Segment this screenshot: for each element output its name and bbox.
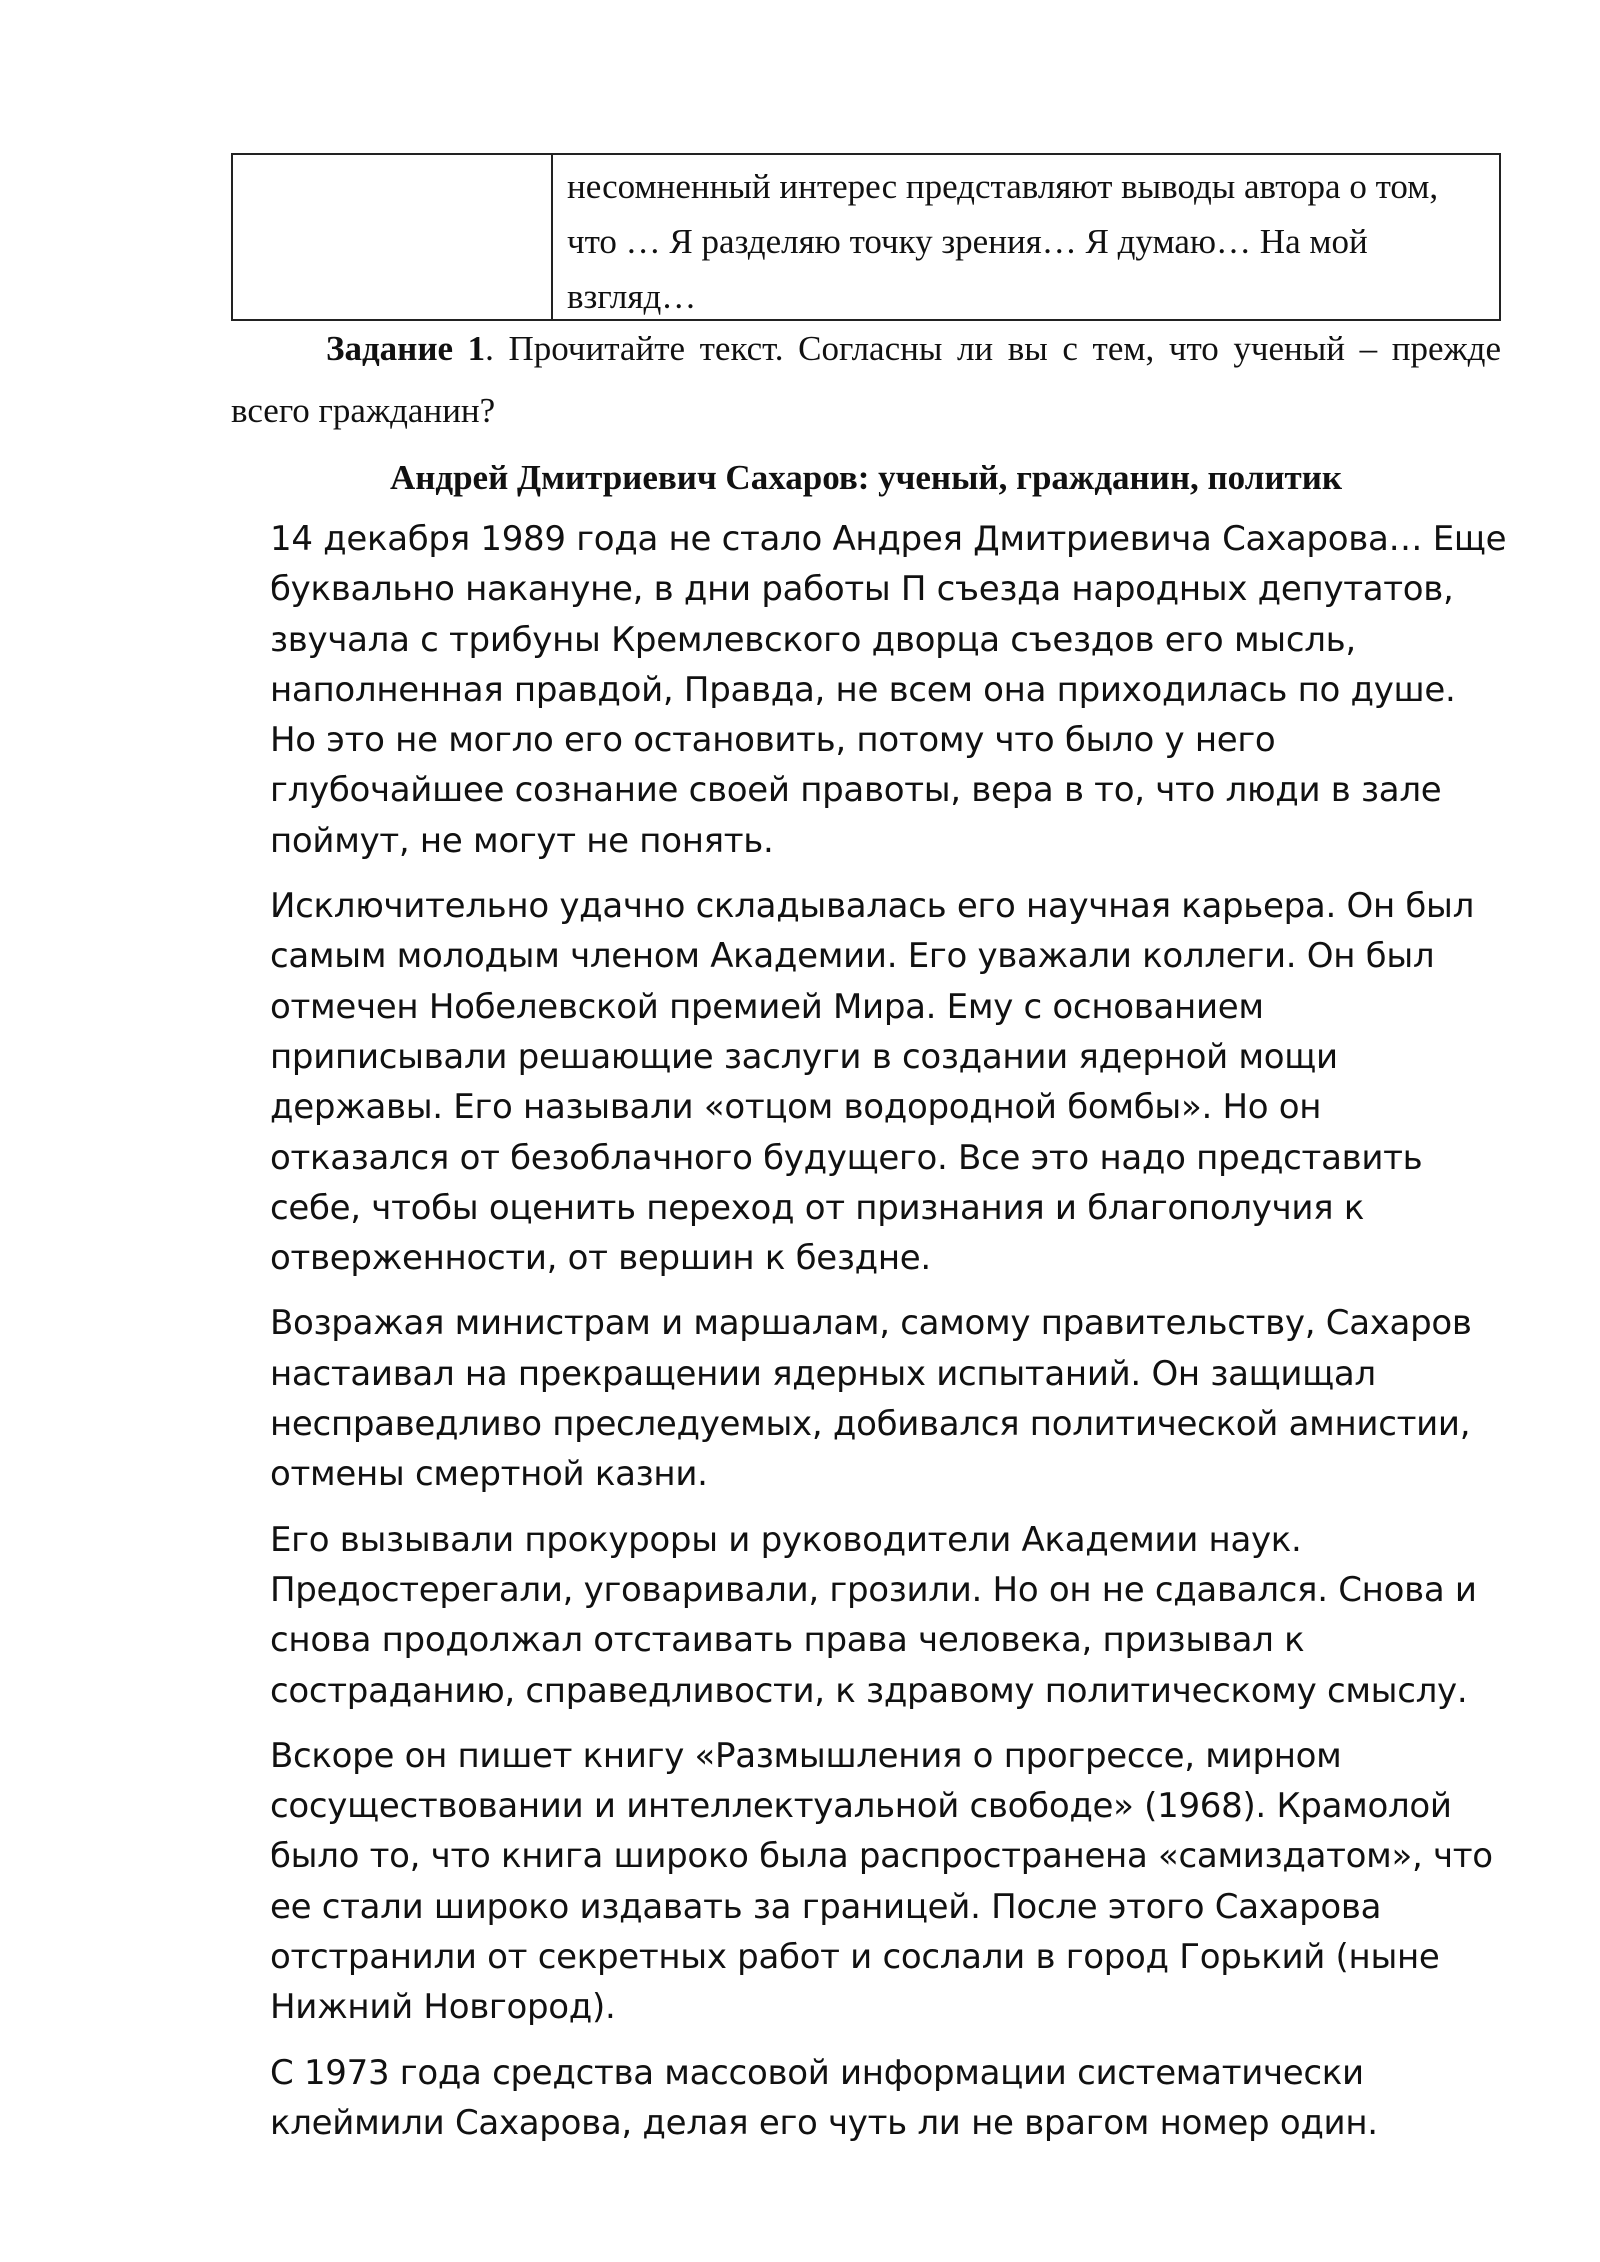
table-cell-empty [233, 155, 553, 319]
article-paragraph: 14 декабря 1989 года не стало Андрея Дмитриевича Сахарова… Еще буквально накануне, в дни работы П съезда народных депутатов, звучала с трибуны Кремлевского дворца съездов его мысль, наполненная правдой, Правда, не всем она приходилась по душе. Но это не могло его остановить, потому что было у него глубочайшее сознание своей правоты, вера в то, что люди в зале поймут, не могут не понять. [270, 519, 1507, 861]
task-label: Задание 1 [326, 329, 486, 368]
table-fragment [231, 153, 1501, 321]
table-cell-text: несомненный интерес представляют выводы автора о том, что … Я разделяю точку зрения… Я думаю… На мой взгляд… [567, 167, 1439, 316]
article-paragraph: Возражая министрам и маршалам, самому правительству, Сахаров настаивал на прекращении ядерных испытаний. Он защищал несправедливо преследуемых, добивался политической амнистии, отмены смертной казни. [270, 1303, 1472, 1495]
task-paragraph [231, 318, 1501, 442]
article-paragraph: Исключительно удачно складывалась его научная карьера. Он был самым молодым членом Академии. Его уважали коллеги. Он был отмечен Нобелевской премией Мира. Ему с основанием приписывали решающие заслуги в создании ядерной мощи державы. Его называли «отцом водородной бомбы». Но он отказался от безоблачного будущего. Все это надо представить себе, чтобы оценить переход от признания и благополучия к отверженности, от вершин к бездне. [270, 886, 1475, 1279]
article-title: Андрей Дмитриевич Сахаров: ученый, гражданин, политик [389, 458, 1343, 497]
article-body [270, 514, 1510, 2163]
task-text: . Прочитайте текст. Согласны ли вы с тем, что ученый – прежде всего гражданин? [231, 329, 1502, 430]
article-paragraph: С 1973 года средства массовой информации систематически клеймили Сахарова, делая его чуть ли не врагом номер один. [270, 2052, 1378, 2143]
article-paragraph: Вскоре он пишет книгу «Размышления о прогрессе, мирном сосуществовании и интеллектуальной свободе» (1968). Крамолой было то, что книга широко была распространена «самиздатом», что ее стали широко издавать за границей. После этого Сахарова отстранили от секретных работ и сослали в город Горький (ныне Нижний Новгород). [270, 1735, 1493, 2028]
article-paragraph: Его вызывали прокуроры и руководители Академии наук. Предостерегали, уговаривали, грозили. Но он не сдавался. Снова и снова продолжал отстаивать права человека, призывал к состраданию, справедливости, к здравому политическому смыслу. [270, 1519, 1477, 1711]
